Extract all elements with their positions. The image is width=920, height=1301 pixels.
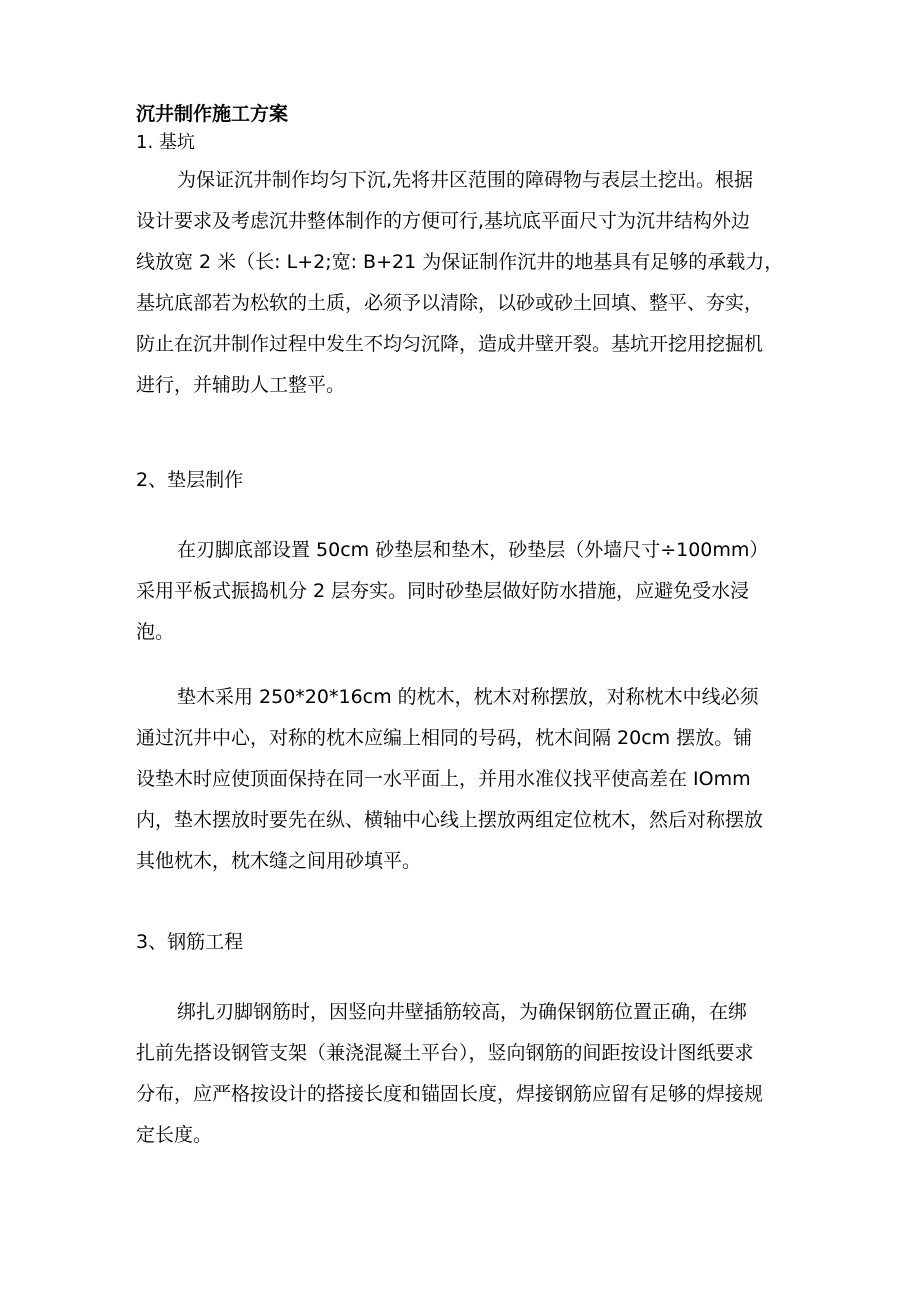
section-2-paragraph-2 bbox=[136, 677, 796, 882]
section-3-heading: 3、钢筋工程 bbox=[136, 931, 244, 953]
paragraph-line: 定长度。 bbox=[136, 1124, 213, 1146]
paragraph-line: 设垫木时应使顶面保持在同一水平面上，并用水准仪找平使高差在 IOmm bbox=[136, 768, 751, 790]
paragraph-line: 基坑底部若为松软的土质，必须予以清除，以砂或砂土回填、整平、夯实， bbox=[136, 292, 764, 314]
paragraph-line: 垫木采用 250*20*16cm 的枕木，枕木对称摆放，对称枕木中线必须 bbox=[177, 686, 759, 708]
paragraph-line: 内，垫木摆放时要先在纵、横轴中心线上摆放两组定位枕木，然后对称摆放 bbox=[136, 809, 764, 831]
paragraph-line: 防止在沉井制作过程中发生不均匀沉降，造成井壁开裂。基坑开挖用挖掘机 bbox=[136, 333, 764, 355]
paragraph-line: 进行，并辅助人工整平。 bbox=[136, 374, 346, 396]
paragraph-line: 扎前先搭设钢管支架（兼浇混凝土平台），竖向钢筋的间距按设计图纸要求 bbox=[136, 1042, 754, 1064]
paragraph-line: 绑扎刃脚钢筋时，因竖向井壁插筋较高，为确保钢筋位置正确，在绑 bbox=[177, 1001, 748, 1023]
section-1-heading: 1. 基坑 bbox=[136, 132, 195, 153]
paragraph-line: 采用平板式振捣机分 2 层夯实。同时砂垫层做好防水措施，应避免受水浸 bbox=[136, 580, 750, 602]
document-title: 沉井制作施工方案 bbox=[136, 103, 289, 125]
paragraph-line: 其他枕木，枕木缝之间用砂填平。 bbox=[136, 850, 422, 872]
paragraph-line: 设计要求及考虑沉井整体制作的方便可行,基坑底平面尺寸为沉井结构外边 bbox=[136, 210, 751, 232]
section-3-paragraph bbox=[136, 992, 796, 1156]
paragraph-line: 泡。 bbox=[136, 621, 175, 643]
section-2-paragraph-1 bbox=[136, 530, 796, 653]
section-1-paragraph bbox=[136, 160, 796, 406]
paragraph-line: 在刃脚底部设置 50cm 砂垫层和垫木，砂垫层（外墙尺寸÷100mm） bbox=[177, 539, 769, 561]
paragraph-line: 分布，应严格按设计的搭接长度和锚固长度，焊接钢筋应留有足够的焊接规 bbox=[136, 1083, 764, 1105]
section-2-heading: 2、垫层制作 bbox=[136, 469, 244, 491]
paragraph-line: 通过沉井中心，对称的枕木应编上相同的号码，枕木间隔 20cm 摆放。铺 bbox=[136, 727, 753, 749]
paragraph-line: 线放宽 2 米（长: L+2;宽: B+21 为保证制作沉井的地基具有足够的承载力， bbox=[136, 251, 784, 273]
paragraph-line: 为保证沉井制作均匀下沉,先将井区范围的障碍物与表层土挖出。根据 bbox=[177, 169, 754, 191]
